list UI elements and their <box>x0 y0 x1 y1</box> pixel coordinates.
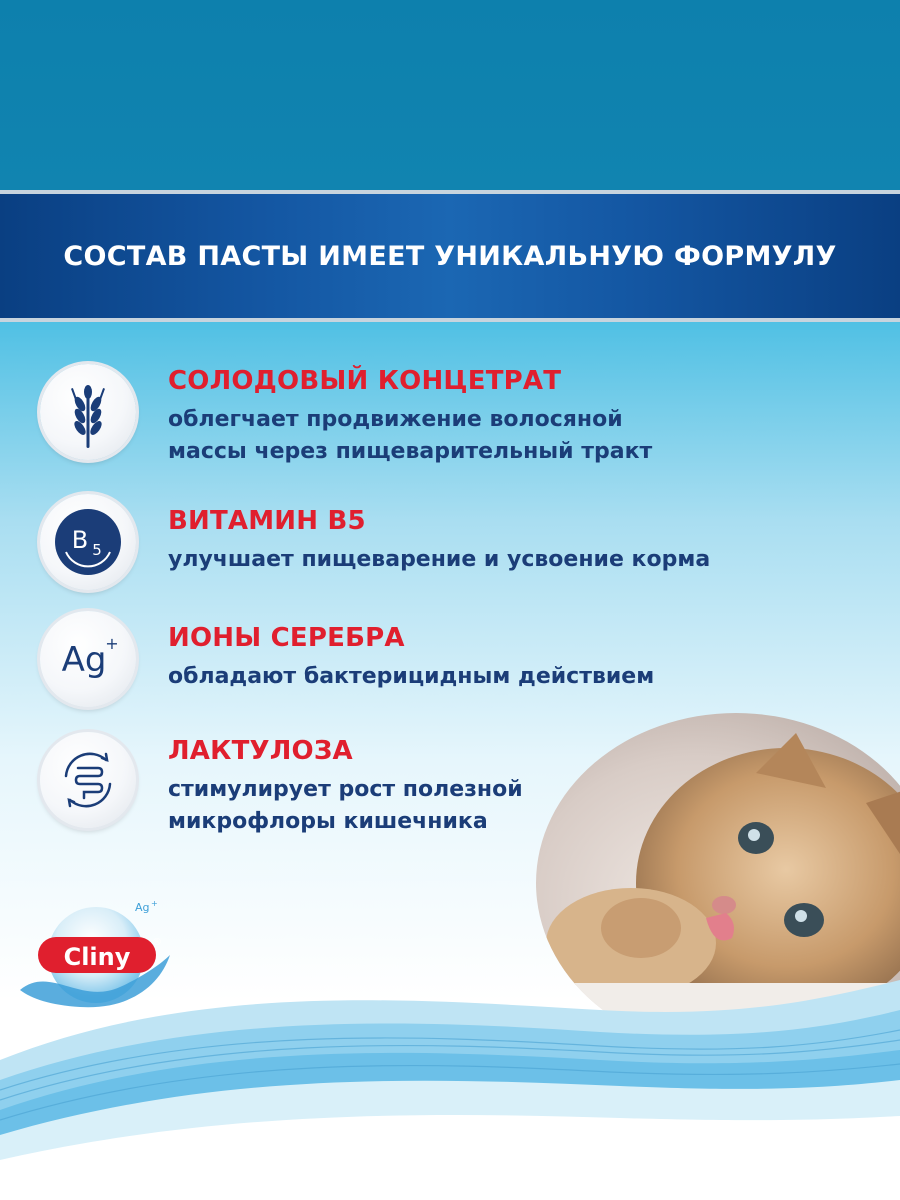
feature-description: обладают бактерицидным действием <box>168 664 655 689</box>
logo-brand: Cliny <box>63 943 131 971</box>
banner-title: СОСТАВ ПАСТЫ ИМЕЕТ УНИКАЛЬНУЮ ФОРМУЛУ <box>63 240 837 272</box>
intestine-icon <box>40 732 136 828</box>
vitamin-b5-icon <box>40 494 136 590</box>
feature-title: ЛАКТУЛОЗА <box>168 736 353 766</box>
silver-charge: + <box>105 634 119 653</box>
logo-ag: Ag <box>135 901 150 914</box>
feature-title: ИОНЫ СЕРЕБРА <box>168 623 405 653</box>
wheat-badge <box>40 364 136 460</box>
feature-description: облегчает продвижение волосяной массы через пищеварительный тракт <box>168 407 653 464</box>
vitamin-letter: B <box>71 526 89 554</box>
intestine-badge <box>40 732 136 828</box>
vitamin-number: 5 <box>92 541 102 559</box>
silver-ions-icon <box>40 611 136 707</box>
feature-silver-ions <box>40 611 880 711</box>
title-banner <box>0 190 900 322</box>
feature-title: ВИТАМИН В5 <box>168 506 366 536</box>
feature-description: стимулирует рост полезной микрофлоры кишечника <box>168 777 523 834</box>
feature-title: СОЛОДОВЫЙ КОНЦЕТРАТ <box>168 366 562 396</box>
cliny-logo <box>20 895 180 1025</box>
feature-description: улучшает пищеварение и усвоение корма <box>168 547 711 572</box>
silver-badge <box>40 611 136 707</box>
silver-symbol: Ag <box>61 640 107 680</box>
feature-vitamin-b5 <box>40 494 880 594</box>
logo-ag-charge: + <box>151 899 158 908</box>
feature-malt <box>40 364 880 464</box>
wheat-icon <box>40 364 136 460</box>
top-band <box>0 0 900 190</box>
vitamin-badge <box>40 494 136 590</box>
logo-registered: ® <box>152 937 162 948</box>
